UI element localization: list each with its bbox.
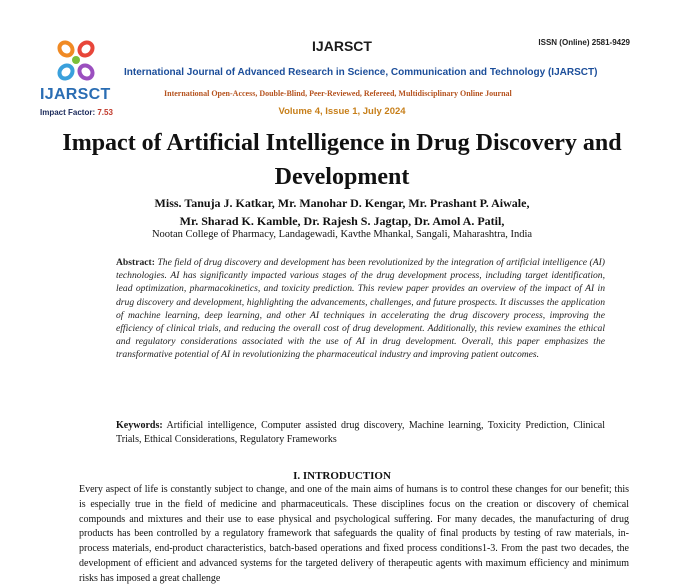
journal-tagline: International Open-Access, Double-Blind, Peer-Reviewed, Refereed, Multidisciplinary Online Journal xyxy=(164,89,512,98)
journal-full-name: International Journal of Advanced Research in Science, Communication and Technology (IJARSCT) xyxy=(124,67,598,78)
authors-line-1: Miss. Tanuja J. Katkar, Mr. Manohar D. Kengar, Mr. Prashant P. Aiwale, xyxy=(154,196,530,210)
issn: ISSN (Online) 2581-9429 xyxy=(538,38,630,47)
impact-factor-value: 7.53 xyxy=(97,108,113,117)
journal-abbrev: IJARSCT xyxy=(312,38,372,54)
author-list xyxy=(0,194,684,230)
keywords-text: Artificial intelligence, Computer assisted drug discovery, Machine learning, Toxicity Prediction, Clinical Trials, Ethical Considerations, Regulatory Frameworks xyxy=(116,420,605,445)
affiliation: Nootan College of Pharmacy, Landagewadi, Kavthe Mhankal, Sangali, Maharashtra, India xyxy=(151,229,533,240)
paper-title: Impact of Artificial Intelligence in Drug Discovery and Development xyxy=(62,130,622,190)
abstract-label: Abstract: xyxy=(116,257,155,268)
abstract xyxy=(116,256,605,362)
keywords-label: Keywords: xyxy=(116,420,163,431)
impact-factor-label: Impact Factor: xyxy=(40,108,96,117)
logo-wordmark: IJARSCT xyxy=(40,86,111,103)
abstract-text: The field of drug discovery and development has been revolutionized by the integration of artificial intelligence (AI) technologies. AI has significantly impacted various stages of the drug development process, including target identification, lead optimization, pharmacokinetics, and toxicity prediction. This review paper provides an overview of the impact of AI in drug discovery and development, highlighting the advancements, challenges, and future prospects. It discusses the application of machine learning, deep learning, and other AI techniques in accelerating the drug discovery process, improving the efficiency of clinical trials, and reducing the overall cost of drug development. Additionally, this review examines the ethical and regulatory considerations associated with the use of AI in drug development. Overall, this paper emphasizes the transformative potential of AI in revolutionizing the pharmaceutical industry and improving patient outcomes. xyxy=(116,257,605,361)
keywords xyxy=(116,419,605,447)
introduction-paragraph: Every aspect of life is constantly subject to change, and one of the main aims of humans is to control these changes for our benefit; this is especially true in the field of medicine and pharmaceuticals. These disciplines focus on the creation or discovery of chemical compounds and mixtures and their use to ease physical and psychological suffering. For many decades, the manufacturing of drug products has been controlled by a regulatory framework that safeguards the quality of final products by testing of raw materials, in-process materials, end-product characteristics, batch-based operations and fixed process conditions1-3. From the past two decades, the development of efficient and advanced systems for the targeted delivery of therapeutic agents with maximum efficiency and minimum risks has imposed a great challenge xyxy=(79,484,629,584)
authors-line-2: Mr. Sharad K. Kamble, Dr. Rajesh S. Jagtap, Dr. Amol A. Patil, xyxy=(179,214,505,228)
volume-issue: Volume 4, Issue 1, July 2024 xyxy=(278,106,406,117)
section-heading: I. INTRODUCTION xyxy=(293,470,391,482)
